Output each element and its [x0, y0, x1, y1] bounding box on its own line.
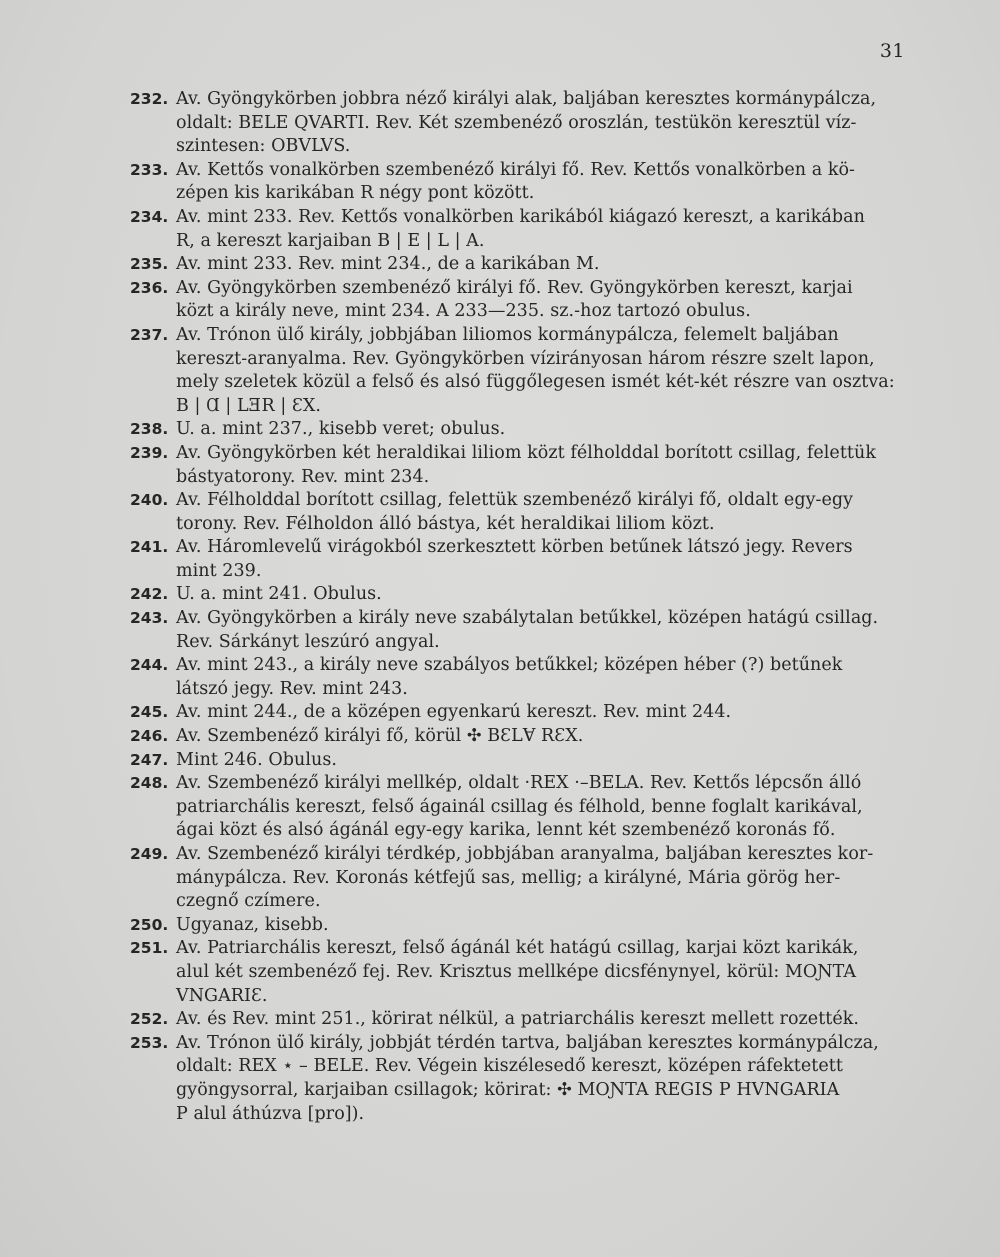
entry-line: Av. és Rev. mint 251., körirat nélkül, a patriarchális kereszt mellett rozették. [176, 1009, 860, 1030]
entry-description [176, 749, 915, 773]
entry-description [176, 725, 915, 749]
entry-line: oldalt: REX ⋆ – BELE. Rev. Végein kiszélesedő kereszt, középen ráfektetett [176, 1056, 843, 1077]
entry-line: Av. Szembenéző királyi fő, körül ✣ BƐLⱯ RƐX. [176, 726, 584, 747]
entry-line: Av. Gyöngykörben a király neve szabálytalan betűkkel, középen hatágú csillag. [176, 608, 879, 629]
catalog-entry [130, 843, 915, 914]
entry-description [176, 277, 915, 324]
entry-line: gyöngysorral, karjaiban csillagok; körirat: ✣ MOƝTA REGIS P HVNGARIA [176, 1079, 840, 1100]
catalog-entry [130, 159, 915, 206]
entry-line: Av. mint 243., a király neve szabályos betűkkel; középen héber (?) betűnek [176, 655, 843, 676]
entry-description [176, 607, 915, 654]
catalog-entry [130, 749, 915, 773]
entry-number: 248. [130, 774, 169, 793]
entry-number: 238. [130, 420, 169, 439]
entry-description [176, 536, 915, 583]
entry-description [176, 1008, 915, 1032]
entry-number: 249. [130, 845, 169, 863]
entry-line: Av. Kettős vonalkörben szembenéző királyi fő. Rev. Kettős vonalkörben a kö- [176, 159, 856, 180]
catalog-entry [130, 206, 915, 253]
catalog-entry [130, 536, 915, 583]
entry-number: 245. [130, 703, 169, 722]
catalog-entry [130, 914, 915, 938]
entry-line: U. a. mint 237., kisebb veret; obulus. [176, 419, 506, 440]
entry-description [176, 159, 915, 206]
entry-line: Av. Gyöngykörben két heraldikai liliom közt félholddal borított csillag, felettük [176, 442, 876, 463]
entry-line: R, a kereszt karjaiban B | E | L | A. [176, 230, 485, 251]
entry-description [176, 937, 915, 1008]
entry-description [176, 583, 915, 607]
catalog-entry [130, 701, 915, 725]
catalog-entry [130, 1008, 915, 1032]
catalog-entry [130, 607, 915, 654]
catalog-entry [130, 442, 915, 489]
entry-description [176, 1032, 915, 1126]
entry-line: patriarchális kereszt, felső ágainál csillag és félhold, benne foglalt karikával, [176, 796, 863, 817]
entry-description [176, 206, 915, 253]
entry-line: Av. mint 244., de a középen egyenkarú kereszt. Rev. mint 244. [176, 702, 732, 723]
entry-description [176, 772, 915, 843]
entry-line: Mint 246. Obulus. [176, 749, 337, 770]
entry-number: 240. [130, 491, 169, 510]
entry-line: kereszt-aranyalma. Rev. Gyöngykörben vízirányosan három részre szelt lapon, [176, 348, 875, 369]
catalog-entry [130, 418, 915, 442]
entry-line: Av. Trónon ülő király, jobbjában liliomos kormánypálcza, felemelt baljában [176, 324, 839, 345]
entry-description [176, 324, 915, 418]
entry-number: 234. [130, 207, 169, 226]
entry-line: oldalt: BELE QVARTI. Rev. Két szembenéző oroszlán, testükön keresztül víz- [176, 112, 857, 133]
entry-number: 247. [130, 750, 169, 769]
entry-line: mely szeletek közül a felső és alsó függőlegesen ismét két-két részre van osztva: [176, 372, 895, 393]
catalog-entry [130, 725, 915, 749]
entry-line: torony. Rev. Félholdon álló bástya, két heraldikai liliom közt. [176, 513, 715, 534]
entry-number: 237. [130, 325, 169, 344]
entry-number: 252. [130, 1010, 169, 1029]
entry-number: 233. [130, 160, 169, 179]
entry-line: Av. Gyöngykörben jobbra néző királyi alak, baljában keresztes kormánypálcza, [176, 89, 877, 109]
entry-number: 235. [130, 255, 169, 274]
entry-number: 232. [130, 90, 169, 108]
entry-line: U. a. mint 241. Obulus. [176, 584, 382, 605]
entry-number: 242. [130, 585, 169, 604]
entry-description [176, 914, 915, 938]
entry-line: Av. Patriarchális kereszt, felső ágánál két hatágú csillag, karjai közt karikák, [176, 938, 859, 959]
entry-line: VNGARIƐ. [176, 985, 268, 1006]
entry-line: közt a király neve, mint 234. A 233—235. sz.-hoz tartozó obulus. [176, 301, 751, 322]
entry-description [176, 843, 915, 914]
entry-line: Av. Gyöngykörben szembenéző királyi fő. Rev. Gyöngykörben kereszt, karjai [176, 277, 853, 298]
entry-description [176, 88, 915, 159]
entry-description [176, 701, 915, 725]
entry-number: 244. [130, 656, 169, 675]
entry-line: Av. Szembenéző királyi mellkép, oldalt ·REX ·–BELA. Rev. Kettős lépcsőn álló [176, 773, 862, 794]
catalog-entry [130, 88, 915, 159]
catalog-entry [130, 489, 915, 536]
entry-line: mint 239. [176, 560, 262, 581]
entry-line: zépen kis karikában R négy pont között. [176, 183, 535, 204]
page-number: 31 [879, 40, 905, 62]
catalog-entry [130, 324, 915, 418]
catalog-entry [130, 253, 915, 277]
entry-number: 251. [130, 939, 169, 958]
entry-description [176, 442, 915, 489]
catalog-entry [130, 654, 915, 701]
entry-line: Rev. Sárkányt leszúró angyal. [176, 631, 440, 652]
catalog-entry [130, 277, 915, 324]
catalog-entry [130, 772, 915, 843]
catalog-entry [130, 583, 915, 607]
entry-description [176, 489, 915, 536]
entry-description [176, 418, 915, 442]
entry-line: P alul áthúzva [pro]). [176, 1103, 365, 1124]
entry-line: czegnő czímere. [176, 891, 321, 912]
entry-line: bástyatorony. Rev. mint 234. [176, 466, 430, 487]
entry-number: 236. [130, 278, 169, 297]
entry-line: B | Ɑ | LƎR | ƐX. [176, 395, 321, 416]
entry-number: 239. [130, 443, 169, 462]
entry-line: Av. Háromlevelű virágokból szerkesztett körben betűnek látszó jegy. Revers [176, 537, 853, 558]
entry-line: Av. mint 233. Rev. mint 234., de a karikában M. [176, 254, 600, 275]
catalog-entry [130, 1032, 915, 1126]
entry-line: Av. Trónon ülő király, jobbját térdén tartva, baljában keresztes kormánypálcza, [176, 1032, 879, 1053]
entry-description [176, 654, 915, 701]
entry-number: 243. [130, 609, 169, 628]
entry-line: Av. mint 233. Rev. Kettős vonalkörben karikából kiágazó kereszt, a karikában [176, 206, 865, 227]
entry-line: látszó jegy. Rev. mint 243. [176, 678, 408, 699]
catalog-entries [130, 88, 915, 1126]
entry-line: Ugyanaz, kisebb. [176, 914, 329, 935]
catalog-entry [130, 937, 915, 1008]
entry-number: 246. [130, 727, 169, 746]
entry-line: ágai közt és alsó ágánál egy-egy karika, lennt két szembenéző koronás fő. [176, 820, 836, 841]
entry-line: alul két szembenéző fej. Rev. Krisztus mellképe dicsfénynyel, körül: MOƝTA [176, 961, 857, 982]
entry-line: szintesen: OBVLVS. [176, 136, 351, 157]
entry-line: Av. Szembenéző királyi térdkép, jobbjában aranyalma, baljában keresztes kor- [176, 844, 874, 864]
entry-number: 250. [130, 915, 169, 934]
entry-number: 253. [130, 1033, 169, 1052]
entry-line: Av. Félholddal borított csillag, felettük szembenéző királyi fő, oldalt egy-egy [176, 490, 854, 511]
entry-number: 241. [130, 538, 169, 557]
entry-description [176, 253, 915, 277]
entry-line: mánypálcza. Rev. Koronás kétfejű sas, mellig; a királyné, Mária görög her- [176, 867, 841, 888]
